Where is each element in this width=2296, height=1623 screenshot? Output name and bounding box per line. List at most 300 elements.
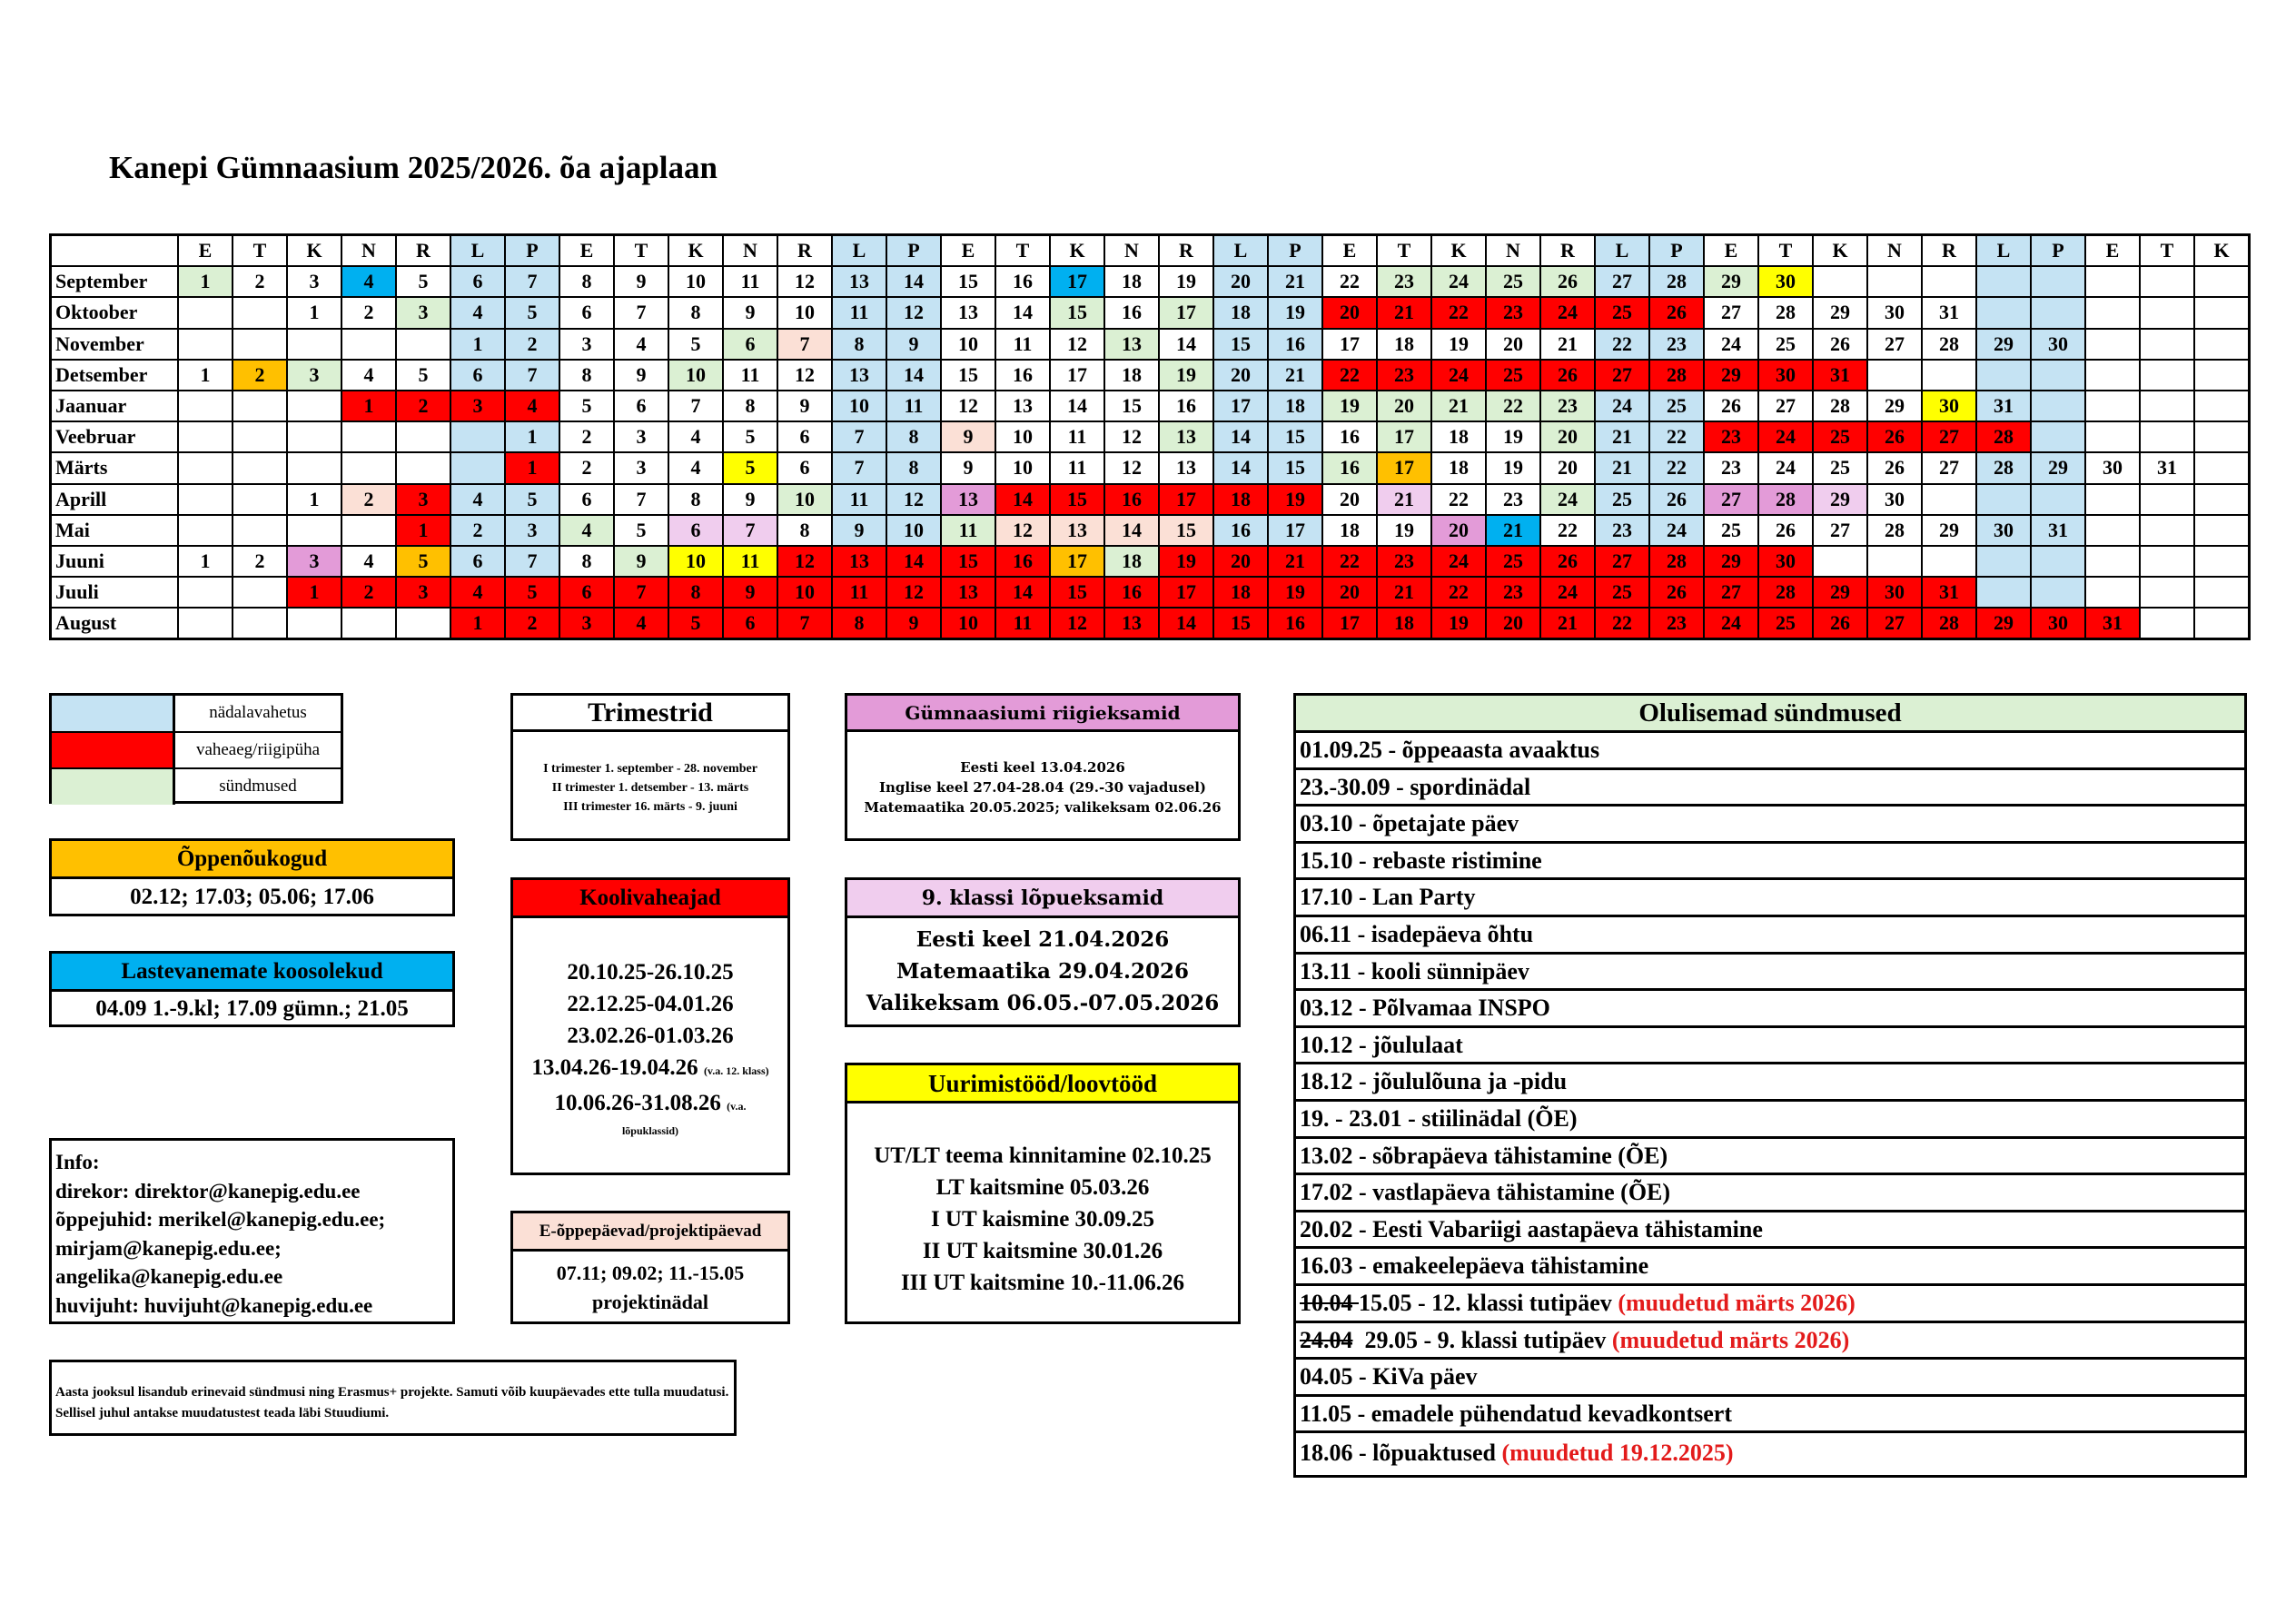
day-cell: 1: [287, 577, 341, 608]
e-learning-line: 07.11; 09.02; 11.-15.05: [556, 1262, 745, 1284]
research-line: I UT kaismine 30.09.25: [930, 1207, 1155, 1232]
empty-cell: [2085, 391, 2140, 421]
day-cell: 24: [1704, 608, 1758, 639]
empty-cell: [233, 608, 287, 639]
day-cell: 30: [1867, 297, 1922, 328]
day-cell: 29: [1813, 577, 1867, 608]
weekday-header: E: [559, 235, 614, 267]
event-item: [1296, 991, 2244, 1028]
empty-cell: [2085, 421, 2140, 452]
day-cell: 12: [886, 297, 941, 328]
empty-cell: [2031, 297, 2085, 328]
day-cell: 5: [668, 608, 723, 639]
day-cell: 8: [777, 515, 832, 546]
event-item: [1296, 917, 2244, 955]
day-cell: 19: [1268, 577, 1322, 608]
empty-cell: [450, 452, 505, 483]
legend-label: nädalavahetus: [209, 703, 307, 723]
day-cell: 5: [614, 515, 668, 546]
day-cell: 14: [1213, 452, 1268, 483]
empty-cell: [1867, 266, 1922, 297]
empty-cell: [2085, 515, 2140, 546]
month-label: Juuli: [51, 577, 179, 608]
weekday-header: E: [941, 235, 995, 267]
legend-item-weekend: [52, 696, 341, 733]
legend-label: vaheaeg/riigipüha: [195, 739, 321, 759]
weekday-header: N: [341, 235, 396, 267]
month-label: November: [51, 329, 179, 360]
empty-cell: [178, 329, 233, 360]
event-text: 03.12 - Põlvamaa INSPO: [1300, 995, 1550, 1022]
event-item: [1296, 733, 2244, 770]
day-cell: 15: [1213, 608, 1268, 639]
day-cell: 20: [1322, 484, 1377, 515]
day-cell: 15: [1159, 515, 1213, 546]
empty-cell: [2140, 421, 2194, 452]
event-item: [1296, 1397, 2244, 1434]
empty-cell: [2194, 421, 2250, 452]
parent-meetings-box: [49, 951, 455, 1027]
month-row: [51, 577, 2250, 608]
month-row: [51, 360, 2250, 391]
day-cell: 13: [1050, 515, 1104, 546]
trimester-line: I trimester 1. september - 28. november: [543, 762, 757, 776]
weekday-header: K: [1813, 235, 1867, 267]
day-cell: 21: [1486, 515, 1540, 546]
empty-cell: [396, 329, 450, 360]
weekday-header: P: [505, 235, 559, 267]
trimester-line: II trimester 1. detsember - 13. märts: [551, 781, 749, 795]
event-text: 04.05 - KiVa päev: [1300, 1363, 1478, 1390]
month-row: [51, 608, 2250, 639]
day-cell: 1: [341, 391, 396, 421]
empty-cell: [2140, 297, 2194, 328]
day-cell: 21: [1377, 297, 1431, 328]
event-item: [1296, 1360, 2244, 1397]
day-cell: 11: [995, 329, 1050, 360]
event-text: 01.09.25 - õppeaasta avaaktus: [1300, 737, 1600, 763]
day-cell: 15: [1104, 391, 1159, 421]
struck-date: 24.04: [1300, 1326, 1353, 1353]
weekday-header: N: [723, 235, 777, 267]
day-cell: 19: [1322, 391, 1377, 421]
month-row: [51, 515, 2250, 546]
day-cell: 17: [1159, 297, 1213, 328]
weekday-header: L: [1976, 235, 2031, 267]
day-cell: 7: [614, 484, 668, 515]
day-cell: 11: [832, 297, 886, 328]
research-works-box: [845, 1063, 1241, 1324]
empty-cell: [287, 452, 341, 483]
day-cell: 21: [1540, 608, 1595, 639]
day-cell: 10: [832, 391, 886, 421]
day-cell: 7: [505, 360, 559, 391]
weekday-header: L: [1595, 235, 1649, 267]
day-cell: 18: [1104, 360, 1159, 391]
empty-cell: [1867, 360, 1922, 391]
empty-cell: [2031, 546, 2085, 577]
weekday-header: N: [1104, 235, 1159, 267]
empty-cell: [2194, 515, 2250, 546]
event-text: 13.02 - sõbrapäeva tähistamine (ÕE): [1300, 1142, 1668, 1169]
day-cell: 10: [777, 577, 832, 608]
empty-cell: [2140, 329, 2194, 360]
day-cell: 2: [505, 329, 559, 360]
empty-cell: [450, 421, 505, 452]
day-cell: 5: [723, 421, 777, 452]
day-cell: 8: [832, 329, 886, 360]
day-cell: 13: [941, 484, 995, 515]
month-label: September: [51, 266, 179, 297]
day-cell: 12: [777, 360, 832, 391]
day-cell: 17: [1050, 360, 1104, 391]
day-cell: 20: [1431, 515, 1486, 546]
day-cell: 17: [1377, 452, 1431, 483]
day-cell: 25: [1595, 577, 1649, 608]
day-cell: 4: [614, 329, 668, 360]
day-cell: 16: [1104, 484, 1159, 515]
day-cell: 21: [1595, 421, 1649, 452]
day-cell: 20: [1322, 297, 1377, 328]
day-cell: 29: [1704, 266, 1758, 297]
day-cell: 20: [1213, 360, 1268, 391]
day-cell: 22: [1431, 297, 1486, 328]
day-cell: 5: [396, 546, 450, 577]
empty-cell: [233, 484, 287, 515]
ninth-grade-exams-box: [845, 877, 1241, 1027]
weekday-header: R: [1159, 235, 1213, 267]
day-cell: 29: [1922, 515, 1976, 546]
event-item: [1296, 807, 2244, 844]
day-cell: 23: [1377, 360, 1431, 391]
day-cell: 28: [1922, 608, 1976, 639]
ninth-grade-exams-title: 9. klassi lõpueksamid: [847, 880, 1238, 918]
empty-cell: [178, 484, 233, 515]
day-cell: 28: [1758, 484, 1813, 515]
event-text: 03.10 - õpetajate päev: [1300, 810, 1519, 837]
day-cell: 26: [1758, 515, 1813, 546]
day-cell: 7: [668, 391, 723, 421]
day-cell: 13: [832, 266, 886, 297]
day-cell: 9: [777, 391, 832, 421]
day-cell: 9: [614, 266, 668, 297]
day-cell: 20: [1540, 421, 1595, 452]
day-cell: 4: [450, 484, 505, 515]
day-cell: 12: [777, 546, 832, 577]
change-note: (muudetud 19.12.2025): [1501, 1440, 1734, 1467]
event-text: 10.12 - jõululaat: [1300, 1031, 1463, 1058]
empty-cell: [233, 297, 287, 328]
event-item: [1296, 1139, 2244, 1176]
day-cell: 5: [668, 329, 723, 360]
holiday-dates: 10.06.26-31.08.26: [554, 1091, 721, 1115]
holiday-dates: 22.12.25-04.01.26: [567, 992, 734, 1016]
day-cell: 14: [995, 297, 1050, 328]
day-cell: 4: [614, 608, 668, 639]
holiday-line: [513, 988, 787, 1020]
event-text: 20.02 - Eesti Vabariigi aastapäeva tähistamine: [1300, 1215, 1763, 1242]
empty-cell: [2140, 484, 2194, 515]
day-cell: 21: [1268, 360, 1322, 391]
day-cell: 3: [396, 577, 450, 608]
day-cell: 11: [832, 484, 886, 515]
legend: [49, 693, 343, 804]
day-cell: 25: [1758, 608, 1813, 639]
day-cell: 4: [505, 391, 559, 421]
empty-cell: [178, 515, 233, 546]
empty-cell: [178, 608, 233, 639]
day-cell: 24: [1758, 452, 1813, 483]
weekday-header: T: [995, 235, 1050, 267]
day-cell: 26: [1813, 329, 1867, 360]
legend-item-event: [52, 769, 341, 805]
info-line: direkor: direktor@kanepig.edu.ee: [55, 1179, 361, 1202]
day-cell: 31: [2140, 452, 2194, 483]
research-line: II UT kaitsmine 30.01.26: [922, 1239, 1163, 1263]
empty-cell: [2140, 515, 2194, 546]
day-cell: 14: [1104, 515, 1159, 546]
holiday-note: (v.a. 12. klass): [703, 1064, 769, 1077]
event-text: 17.02 - vastlapäeva tähistamine (ÕE): [1300, 1179, 1671, 1206]
day-cell: 27: [1595, 266, 1649, 297]
state-exams-box: [845, 693, 1241, 841]
empty-cell: [2194, 266, 2250, 297]
day-cell: 12: [1050, 329, 1104, 360]
day-cell: 30: [1867, 577, 1922, 608]
month-row: [51, 391, 2250, 421]
day-cell: 10: [995, 452, 1050, 483]
day-cell: 28: [1649, 360, 1704, 391]
day-cell: 6: [450, 360, 505, 391]
day-cell: 28: [1649, 266, 1704, 297]
info-line: mirjam@kanepig.edu.ee;: [55, 1236, 282, 1260]
day-cell: 14: [1159, 608, 1213, 639]
day-cell: 8: [886, 452, 941, 483]
day-cell: 30: [1758, 360, 1813, 391]
day-cell: 13: [832, 360, 886, 391]
day-cell: 2: [341, 297, 396, 328]
day-cell: 2: [233, 546, 287, 577]
event-item: [1296, 1102, 2244, 1139]
day-cell: 7: [614, 577, 668, 608]
day-cell: 20: [1213, 546, 1268, 577]
day-cell: 23: [1377, 546, 1431, 577]
month-row: [51, 329, 2250, 360]
day-cell: 18: [1431, 421, 1486, 452]
event-item: [1296, 880, 2244, 917]
weekday-header: T: [614, 235, 668, 267]
event-list: [1296, 733, 2244, 1473]
day-cell: 4: [450, 297, 505, 328]
day-cell: 22: [1431, 577, 1486, 608]
day-cell: 10: [668, 546, 723, 577]
day-cell: 15: [1213, 329, 1268, 360]
day-cell: 3: [614, 421, 668, 452]
weekday-header: R: [396, 235, 450, 267]
day-cell: 28: [1976, 421, 2031, 452]
day-cell: 2: [505, 608, 559, 639]
event-text: 18.12 - jõululõuna ja -pidu: [1300, 1068, 1568, 1095]
empty-cell: [1976, 577, 2031, 608]
event-text: 18.06 - lõpuaktused: [1300, 1440, 1502, 1467]
day-cell: 10: [941, 329, 995, 360]
event-text: 23.-30.09 - spordinädal: [1300, 773, 1531, 800]
day-cell: 9: [723, 297, 777, 328]
ninth-exam-line: Matemaatika 29.04.2026: [896, 959, 1189, 984]
legend-label: sündmused: [219, 777, 297, 797]
day-cell: 24: [1540, 484, 1595, 515]
day-cell: 14: [1213, 421, 1268, 452]
empty-cell: [1976, 546, 2031, 577]
day-cell: 9: [614, 360, 668, 391]
day-cell: 12: [886, 577, 941, 608]
day-cell: 24: [1595, 391, 1649, 421]
empty-cell: [2140, 391, 2194, 421]
day-cell: 6: [723, 608, 777, 639]
day-cell: 27: [1704, 484, 1758, 515]
weekday-header: K: [1431, 235, 1486, 267]
month-label: Märts: [51, 452, 179, 483]
day-cell: 30: [1758, 546, 1813, 577]
empty-cell: [1976, 360, 2031, 391]
day-cell: 29: [1813, 484, 1867, 515]
day-cell: 22: [1486, 391, 1540, 421]
empty-cell: [2140, 266, 2194, 297]
day-cell: 4: [559, 515, 614, 546]
day-cell: 26: [1649, 577, 1704, 608]
day-cell: 16: [1322, 421, 1377, 452]
day-cell: 5: [396, 360, 450, 391]
day-cell: 8: [559, 360, 614, 391]
day-cell: 26: [1867, 421, 1922, 452]
day-cell: 21: [1377, 484, 1431, 515]
month-label: Jaanuar: [51, 391, 179, 421]
day-cell: 26: [1540, 360, 1595, 391]
day-cell: 24: [1758, 421, 1813, 452]
weekday-header-row: [51, 235, 2250, 267]
weekday-header: L: [832, 235, 886, 267]
day-cell: 31: [1976, 391, 2031, 421]
day-cell: 19: [1159, 546, 1213, 577]
day-cell: 23: [1649, 329, 1704, 360]
day-cell: 14: [995, 577, 1050, 608]
day-cell: 25: [1813, 452, 1867, 483]
month-label: Mai: [51, 515, 179, 546]
day-cell: 21: [1431, 391, 1486, 421]
day-cell: 25: [1813, 421, 1867, 452]
day-cell: 24: [1431, 266, 1486, 297]
day-cell: 17: [1268, 515, 1322, 546]
empty-cell: [2085, 360, 2140, 391]
day-cell: 7: [505, 546, 559, 577]
day-cell: 16: [1213, 515, 1268, 546]
day-cell: 24: [1540, 577, 1595, 608]
day-cell: 3: [559, 329, 614, 360]
day-cell: 22: [1649, 452, 1704, 483]
weekday-header: R: [777, 235, 832, 267]
ninth-exam-line: Eesti keel 21.04.2026: [915, 927, 1170, 952]
day-cell: 15: [1268, 421, 1322, 452]
research-works-title: Uurimistööd/loovtööd: [847, 1065, 1238, 1103]
day-cell: 7: [777, 608, 832, 639]
empty-cell: [178, 297, 233, 328]
day-cell: 29: [1976, 329, 2031, 360]
day-cell: 3: [287, 266, 341, 297]
day-cell: 29: [1867, 391, 1922, 421]
day-cell: 17: [1050, 546, 1104, 577]
weekday-header: T: [233, 235, 287, 267]
day-cell: 6: [723, 329, 777, 360]
day-cell: 15: [941, 266, 995, 297]
day-cell: 11: [1050, 452, 1104, 483]
day-cell: 28: [1976, 452, 2031, 483]
day-cell: 16: [1104, 297, 1159, 328]
day-cell: 2: [396, 391, 450, 421]
event-item: [1296, 955, 2244, 992]
weekday-header: P: [1268, 235, 1322, 267]
day-cell: 2: [233, 266, 287, 297]
day-cell: 14: [886, 266, 941, 297]
day-cell: 20: [1322, 577, 1377, 608]
day-cell: 18: [1213, 577, 1268, 608]
empty-cell: [1867, 546, 1922, 577]
empty-cell: [233, 452, 287, 483]
weekday-header: L: [1213, 235, 1268, 267]
day-cell: 18: [1431, 452, 1486, 483]
day-cell: 6: [559, 484, 614, 515]
empty-cell: [341, 329, 396, 360]
day-cell: 9: [941, 421, 995, 452]
day-cell: 6: [450, 266, 505, 297]
day-cell: 8: [668, 484, 723, 515]
day-cell: 19: [1431, 608, 1486, 639]
empty-cell: [233, 515, 287, 546]
day-cell: 30: [1976, 515, 2031, 546]
day-cell: 28: [1649, 546, 1704, 577]
info-line: õppejuhid: merikel@kanepig.edu.ee;: [55, 1208, 386, 1231]
important-events-title: Olulisemad sündmused: [1296, 696, 2244, 733]
teacher-council-title: Õppenõukogud: [52, 841, 452, 879]
month-label: Detsember: [51, 360, 179, 391]
day-cell: 12: [1050, 608, 1104, 639]
event-item: [1296, 844, 2244, 881]
weekday-header: T: [1758, 235, 1813, 267]
holiday-line: [513, 1020, 787, 1052]
day-cell: 23: [1704, 452, 1758, 483]
day-cell: 4: [668, 421, 723, 452]
empty-cell: [2031, 577, 2085, 608]
trimesters-box: [510, 693, 790, 841]
day-cell: 20: [1486, 608, 1540, 639]
empty-cell: [2140, 546, 2194, 577]
day-cell: 9: [832, 515, 886, 546]
day-cell: 28: [1758, 577, 1813, 608]
day-cell: 19: [1159, 360, 1213, 391]
day-cell: 22: [1322, 546, 1377, 577]
day-cell: 3: [505, 515, 559, 546]
day-cell: 27: [1867, 608, 1922, 639]
day-cell: 18: [1213, 484, 1268, 515]
day-cell: 2: [450, 515, 505, 546]
day-cell: 16: [1159, 391, 1213, 421]
day-cell: 21: [1540, 329, 1595, 360]
day-cell: 19: [1486, 421, 1540, 452]
legend-item-holiday: [52, 733, 341, 770]
day-cell: 12: [886, 484, 941, 515]
day-cell: 30: [1758, 266, 1813, 297]
day-cell: 12: [1104, 452, 1159, 483]
empty-cell: [178, 421, 233, 452]
